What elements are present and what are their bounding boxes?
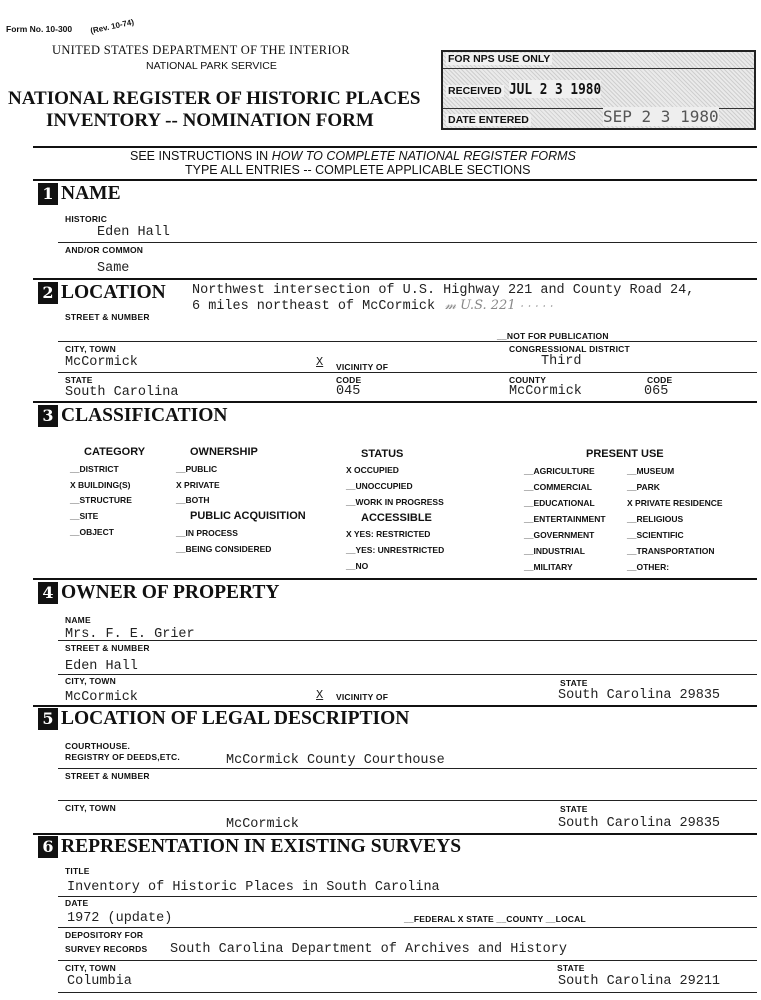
acquisition-option: __BEING CONSIDERED [176, 544, 272, 554]
owner-city-label: CITY, TOWN [65, 676, 116, 686]
section-number: 2 [38, 282, 58, 304]
section-number: 6 [38, 836, 58, 858]
instructions-line1: SEE INSTRUCTIONS IN HOW TO COMPLETE NATIONAL REGISTER FORMS [130, 149, 576, 163]
accessible-option: __NO [346, 561, 369, 571]
survey-title-value: Inventory of Historic Places in South Carolina [67, 880, 440, 895]
registry-label: REGISTRY OF DEEDS,ETC. [65, 752, 180, 762]
survey-levels: __FEDERAL X STATE __COUNTY __LOCAL [404, 914, 586, 924]
status-heading: STATUS [361, 448, 404, 460]
acquisition-option: __IN PROCESS [176, 528, 238, 538]
present-use-heading: PRESENT USE [586, 448, 664, 460]
location-vicinity-label: VICINITY OF [336, 362, 389, 372]
present-use-option: __MUSEUM [627, 466, 675, 476]
received-stamp: JUL 2 3 1980 [509, 80, 602, 98]
owner-vicinity-label: VICINITY OF [336, 692, 389, 702]
form-number: Form No. 10-300 [6, 24, 73, 34]
owner-name-label: NAME [65, 615, 91, 625]
historic-value: Eden Hall [97, 225, 170, 240]
instructions-line2: TYPE ALL ENTRIES -- COMPLETE APPLICABLE SECTIONS [185, 163, 531, 177]
owner-name-value: Mrs. F. E. Grier [65, 627, 195, 642]
survey-state-value: South Carolina 29211 [558, 974, 721, 989]
not-for-publication: __NOT FOR PUBLICATION [497, 331, 609, 341]
date-entered-label: DATE ENTERED [448, 114, 529, 126]
survey-state-label: STATE [557, 963, 585, 973]
category-option: __DISTRICT [70, 464, 119, 474]
section-title: LOCATION OF LEGAL DESCRIPTION [61, 708, 410, 729]
category-option: X BUILDING(S) [70, 480, 131, 490]
common-value: Same [97, 261, 130, 276]
present-use-option: __GOVERNMENT [524, 530, 595, 540]
owner-state-value: South Carolina 29835 [558, 688, 721, 703]
location-city-label: CITY, TOWN [65, 344, 116, 354]
legal-street-label: STREET & NUMBER [65, 771, 150, 781]
location-street-value-2: 6 miles northeast of McCormick [192, 299, 436, 314]
owner-state-label: STATE [560, 678, 588, 688]
courthouse-label: COURTHOUSE. [65, 741, 131, 751]
section-title: REPRESENTATION IN EXISTING SURVEYS [61, 836, 462, 857]
location-vicinity-mark: X [316, 355, 324, 369]
survey-records-label: SURVEY RECORDS [65, 944, 148, 954]
section-number: 1 [38, 183, 58, 205]
category-option: __OBJECT [70, 527, 114, 537]
section-title: LOCATION [61, 282, 166, 303]
county-code-label: CODE [647, 375, 673, 385]
survey-city-value: Columbia [67, 974, 132, 989]
section-title: OWNER OF PROPERTY [61, 582, 280, 603]
section-5-header [38, 708, 409, 730]
present-use-option: __MILITARY [524, 562, 573, 572]
section-2-header [38, 282, 166, 304]
present-use-option: __PARK [627, 482, 660, 492]
category-option: __STRUCTURE [70, 495, 132, 505]
present-use-option: __RELIGIOUS [627, 514, 684, 524]
section-title: NAME [61, 183, 121, 204]
acquisition-heading: PUBLIC ACQUISITION [190, 510, 306, 522]
state-code-label: CODE [336, 375, 362, 385]
department-name: UNITED STATES DEPARTMENT OF THE INTERIOR [52, 43, 350, 57]
legal-city-value: McCormick [226, 817, 299, 832]
section-number: 4 [38, 582, 58, 604]
category-heading: CATEGORY [84, 446, 146, 458]
present-use-option: __ENTERTAINMENT [524, 514, 606, 524]
common-label: AND/OR COMMON [65, 245, 144, 255]
present-use-option: __EDUCATIONAL [524, 498, 595, 508]
owner-vicinity-mark: X [316, 688, 324, 702]
location-state-value: South Carolina [65, 385, 179, 400]
location-state-label: STATE [65, 375, 93, 385]
state-code-value: 045 [336, 384, 361, 399]
section-3-header [38, 405, 228, 427]
ownership-option: __PUBLIC [176, 464, 218, 474]
present-use-option: __INDUSTRIAL [524, 546, 585, 556]
form-title-line1: NATIONAL REGISTER OF HISTORIC PLACES [8, 88, 421, 109]
ownership-option: __BOTH [176, 495, 210, 505]
owner-street-value: Eden Hall [65, 659, 138, 674]
section-6-header [38, 836, 461, 858]
congressional-district-value: Third [541, 354, 582, 369]
county-value: McCormick [509, 384, 582, 399]
present-use-option: __TRANSPORTATION [627, 546, 715, 556]
received-label: RECEIVED [448, 85, 502, 97]
accessible-option: X YES: RESTRICTED [346, 529, 431, 539]
location-street-label: STREET & NUMBER [65, 312, 150, 322]
owner-street-label: STREET & NUMBER [65, 643, 150, 653]
present-use-option: __OTHER: [627, 562, 670, 572]
section-1-header [38, 183, 121, 205]
accessible-heading: ACCESSIBLE [361, 512, 432, 524]
county-label: COUNTY [509, 375, 547, 385]
depository-value: South Carolina Department of Archives and History [170, 942, 567, 957]
category-option: __SITE [70, 511, 99, 521]
accessible-option: __YES: UNRESTRICTED [346, 545, 445, 555]
legal-city-label: CITY, TOWN [65, 803, 116, 813]
location-city-value: McCormick [65, 355, 138, 370]
depository-label: DEPOSITORY FOR [65, 930, 144, 940]
form-revision: (Rev. 10-74) [89, 17, 135, 36]
survey-date-label: DATE [65, 898, 89, 908]
section-number: 3 [38, 405, 58, 427]
ownership-heading: OWNERSHIP [190, 446, 258, 458]
legal-state-value: South Carolina 29835 [558, 816, 721, 831]
legal-state-label: STATE [560, 804, 588, 814]
section-number: 5 [38, 708, 58, 730]
county-code-value: 065 [644, 384, 669, 399]
date-entered-stamp: SEP 2 3 1980 [603, 107, 719, 126]
present-use-option: __AGRICULTURE [524, 466, 595, 476]
handwritten-annotation: 𝓂 U.S. 221 ⸱ ⸱ ⸱ ⸱ ⸱ [445, 298, 553, 313]
survey-title-label: TITLE [65, 866, 90, 876]
present-use-option: __SCIENTIFIC [627, 530, 684, 540]
service-name: NATIONAL PARK SERVICE [146, 60, 277, 72]
status-option: X OCCUPIED [346, 465, 399, 475]
historic-label: HISTORIC [65, 214, 108, 224]
section-title: CLASSIFICATION [61, 405, 228, 426]
congressional-district-label: CONGRESSIONAL DISTRICT [509, 344, 630, 354]
status-option: __WORK IN PROGRESS [346, 497, 444, 507]
ownership-option: X PRIVATE [176, 480, 220, 490]
section-4-header [38, 582, 280, 604]
status-option: __UNOCCUPIED [346, 481, 413, 491]
nps-box-heading: FOR NPS USE ONLY [448, 53, 551, 65]
present-use-option: __COMMERCIAL [524, 482, 593, 492]
nps-use-only-box [441, 50, 756, 130]
location-street-value-1: Northwest intersection of U.S. Highway 221 and County Road 24, [192, 283, 695, 298]
present-use-option: X PRIVATE RESIDENCE [627, 498, 723, 508]
owner-city-value: McCormick [65, 690, 138, 705]
survey-city-label: CITY, TOWN [65, 963, 116, 973]
form-title-line2: INVENTORY -- NOMINATION FORM [46, 110, 374, 131]
survey-date-value: 1972 (update) [67, 911, 173, 926]
courthouse-value: McCormick County Courthouse [226, 753, 445, 768]
